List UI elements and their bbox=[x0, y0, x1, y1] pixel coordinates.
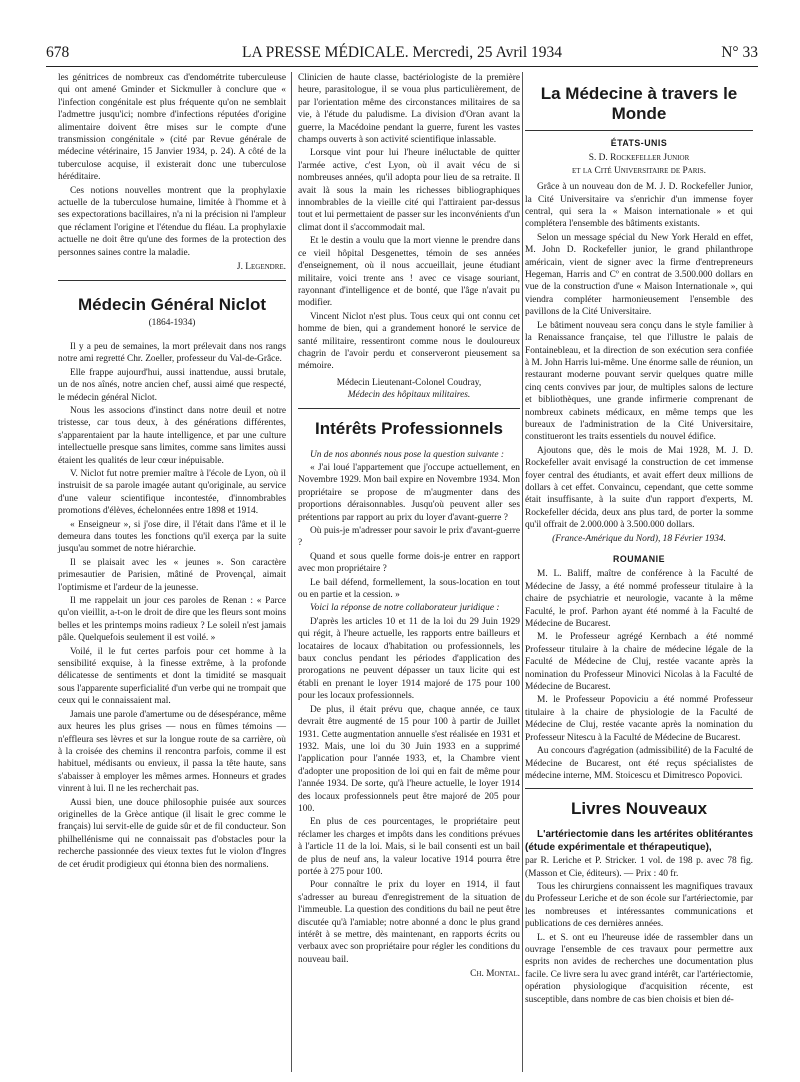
obituary-paragraph: Il y a peu de semaines, la mort prélevait dans nos rangs notre ami regretté Chr. Zoeller, professeur du Val-de-Grâce. bbox=[58, 341, 286, 365]
news-paragraph: Au concours d'agrégation (admissibilité) de la Faculté de Médecine de Bucarest, ont été reçus spécialistes de médecine interne, MM. Stoicescu et Dimitresco Popovici. bbox=[525, 746, 753, 781]
news-paragraph: Selon un message spécial du New York Herald en effet, M. John D. Rockefeller junior, le grand philanthrope américain, vient de signer avec la firme d'entrepreneurs Hegeman, Harris and Cº en contrat de 3.500.000 dollars en vue de la construction d'une « Maison Internationale », qui viendra compléter harmonieusement l'ensemble des pavillons de la Cité Universitaire. bbox=[525, 232, 753, 318]
answer-paragraph: Pour connaître le prix du loyer en 1914, il faut s'adresser au bureau d'enregistrement de la situation de l'immeuble. La question des conditions du bail ne peut être discutée qu'à l'amiable; notre abonné a donc le plus grand intérêt à se mettre, dès maintenant, en rapports écrits ou verbaux avec son propriétaire pour régler les conditions du nouveau bail. bbox=[298, 880, 520, 965]
section-rule bbox=[525, 788, 753, 789]
answer-paragraph: De plus, il était prévu que, chaque année, ce taux devrait être augmenté de 15 pour 100 à partir de Juillet 1931. Cette augmentation annuelle s'est réalisée en 1931 et 1932. Mais, une loi du 30 Juin 1933 en a supprimé l'application pour l'année 1933, et, la Chambre vient d'adopter une proposition de loi qui en fait de même pour l'année 1934. De sorte, qu'à l'heure actuelle, le loyer 1914 des locaux professionnels peut être majoré de 205 pour 100. bbox=[298, 704, 520, 814]
question-paragraph: Quand et sous quelle forme dois-je entrer en rapport avec mon propriétaire ? bbox=[298, 551, 520, 575]
news-paragraph: Ajoutons que, dès le mois de Mai 1928, M. J. D. Rockefeller avait envisagé la construction de cet immense foyer central des étudiants, et avait effert deux millions de dollars à cet effet. Convaincu, cependant, que cette somme était insuffisante, à la suite d'un rapport d'experts, M. Rockefeller décida, deux ans plus tard, de porter la somme qu'il offrait de 2.000.000 à 3.500.000 dollars. bbox=[525, 445, 753, 531]
issue-number: N° 33 bbox=[721, 44, 758, 61]
news-subtitle: et la Cité Universitaire de Paris. bbox=[571, 165, 706, 176]
section-title-interets: Intérêts Professionnels bbox=[314, 418, 503, 438]
obituary-paragraph: Il me rappelait un jour ces paroles de Renan : « Parce qu'on vieillit, a-t-on le droit de dire que les fleurs sont moins belles et les printemps moins radieux ? Le soleil n'est jamais pâle. Quelquefois seulement il est voilé. » bbox=[58, 596, 286, 644]
obituary-paragraph: V. Niclot fut notre premier maître à l'école de Lyon, où il instruisit de sa parole imagée autant qu'originale, au service d'une valeur scientifique incontestée, d'innombrables promotions d'élèves, échelonnées entre 1898 et 1914. bbox=[58, 468, 286, 517]
book-review-paragraph: L. et S. ont eu l'heureuse idée de rassembler dans un ouvrage l'ensemble de ces travaux pour permettre aux esprits non avides de recherches une documentation plus facile. Ce livre sera lu avec grand intérêt, car l'artériectomie, opération physiologique d'acquisition récente, est susceptible, dans nombre de cas bien choisis et bien dé- bbox=[525, 932, 753, 1005]
obituary-paragraph: Et le destin a voulu que la mort vienne le prendre dans ce vieil hôpital Desgenettes, témoin de ses années d'enseignement, où il nous accueillait, jeune étudiant militaire, voici trente ans ! avec ce visage souriant, rayonnant d'intelligence et de bonté, que l'âge n'avait pu modifier. bbox=[298, 236, 520, 309]
obituary-paragraph: Il se plaisait avec les « jeunes ». Son caractère primesautier de Parisien, mâtiné de Provençal, aimait l'optimisme et l'ardeur de la jeunesse. bbox=[58, 557, 286, 593]
news-subtitle: S. D. Rockefeller Junior bbox=[588, 153, 690, 164]
obituary-paragraph: Vincent Niclot n'est plus. Tous ceux qui ont connu cet homme de bien, qui a grandement honoré le service de santé militaire, ressentiront comme nous le douloureux chagrin de l'avoir perdu et conserveront pieusement sa mémoire. bbox=[298, 311, 520, 372]
obituary-paragraph: Nous les associons d'instinct dans notre deuil et notre tristesse, car tous deux, à des générations différentes, s'apparentaient par la haute intelligence, et par une culture intellectuelle presque sans limites, comme sans limites aussi étaient les qualités de leur cœur inépuisable. bbox=[58, 405, 286, 466]
answer-paragraph: En plus de ces pourcentages, le propriétaire peut réclamer les charges et impôts dans les conditions prévues à l'article 11 de la loi. Mais, si le bail consenti est un bail de plus de neuf ans, la valeur locative 1914 pourra être portée à 275 pour 100. bbox=[298, 817, 520, 877]
book-title: L'artériectomie dans les artérites oblitérantes (étude expérimentale et thérapeutique), bbox=[525, 829, 753, 853]
answer-paragraph: D'après les articles 10 et 11 de la loi du 29 Juin 1929 qui régit, à l'heure actuelle, les rapports entre bailleurs et locataires de locaux d'habitation ou professionnels, les baux conclus pendant les périodes d'application des prorogations ne peuvent dépasser un taux licite qui est établi en prenant le loyer 1914 majoré de 175 pour 100 pour les locaux professionnels. bbox=[298, 616, 520, 702]
column-left bbox=[58, 72, 286, 872]
country-heading-romania: ROUMANIE bbox=[613, 554, 665, 564]
obituary-paragraph: Aussi bien, une douce philosophie puisée aux sources originelles de la Grèce antique (il lisait le grec comme le français) lui servit-elle de guide sûr et de fil conducteur. Son philhellénisme qui ne connaissait pas d'obstacles pour la recherche passionnée des vieux textes fut le violon d'Ingres de cet érudit prodigieux qui étonna bien des normaliens. bbox=[58, 797, 286, 870]
section-title-monde: La Médecine à travers le Monde bbox=[540, 84, 738, 123]
news-paragraph: Grâce à un nouveau don de M. J. D. Rockefeller Junior, la Cité Universitaire va s'enrichir d'un immense foyer central, qui sera la « Maison internationale » et qui complétera l'ensemble des bâtiments existants. bbox=[525, 182, 753, 230]
news-paragraph: Le bâtiment nouveau sera conçu dans le style familier à la Renaissance française, tel que l'illustre le palais de Fontainebleau, et la direction de son exécution sera confiée à M. John Harris lui-même. Une énorme salle de réunion, un restaurant moderne pouvant servir quelques quatre mille cinq cents convives par jour, de multiples salons de lecture et bibliothèques, une grande infirmerie comprenant de nombreux cabinets médicaux, en même temps que les bureaux de l'administration de la Cité Universitaire, constitueront les traits essentiels du nouvel édifice. bbox=[525, 320, 753, 443]
obituary-dates: (1864-1934) bbox=[148, 317, 196, 328]
obituary-paragraph: Jamais une parole d'amertume ou de désespérance, même aux heures les plus grises — nous en fûmes témoins — n'effleura ses lèvres et sur la longue route de sa carrière, où à la croisée des chemins il rencontra parfois, comme il est habituel, médisants ou envieux, il passa la tête haute, sans s'abaisser à employer les mêmes armes. Honneurs et grades vinrent à lui. Il ne les recherchait pas. bbox=[58, 709, 286, 795]
news-paragraph: M. le Professeur Popoviciu a été nommé Professeur titulaire à la chaire de physiologie de la Faculté de Médecine de Cluj, restée vacante après la nomination du Professeur Nitescu à la Faculté de Médecine de Bucarest. bbox=[525, 695, 753, 743]
book-info: par R. Leriche et P. Stricker. 1 vol. de 198 p. avec 78 fig. (Masson et Cie, éditeurs). — Prix : 40 fr. bbox=[525, 856, 753, 879]
question-paragraph: Où puis-je m'adresser pour savoir le prix d'avant-guerre ? bbox=[298, 526, 520, 549]
article-continuation-paragraph: les génitrices de nombreux cas d'endométrite tuberculeuse qui ont amené Gminder et Sickmuller à conclure que « l'infection congénitale est plus fréquente qu'on ne semblait l'admettre jusqu'ici; nombre d'infections réputées d'origine alimentaire doivent être mises sur le compte d'une transmission congénitale » (cité par Revue générale de médecine vétérinaire, 15 Janvier 1934, p. 24). A côté de la tuberculose acquise, il existerait donc une tuberculose héréditaire. bbox=[58, 73, 286, 183]
obituary-signature: Médecin Lieutenant-Colonel Coudray, bbox=[336, 377, 482, 388]
obituary-paragraph: Lorsque vint pour lui l'heure inéluctable de quitter l'armée active, c'est Lyon, où il avait vécu de si nombreuses années, qu'il adopta pour lieu de sa retraite. Il avait là sous la main les richesses bibliographiques innombrables de la vieille cité qui l'attiraient par-dessus tout et lui permettaient de passer sur les inconvénients d'un climat dont il s'accommodait mal. bbox=[298, 148, 520, 233]
news-source: (France-Amérique du Nord), 18 Février 1934. bbox=[552, 533, 726, 544]
journal-title: LA PRESSE MÉDICALE. Mercredi, 25 Avril 1934 bbox=[241, 44, 563, 61]
obituary-title: Médecin Général Niclot bbox=[78, 294, 266, 314]
answer-intro: Voici la réponse de notre collaborateur juridique : bbox=[310, 603, 500, 614]
book-review-paragraph: Tous les chirurgiens connaissent les magnifiques travaux du Professeur Leriche et de son école sur l'artériectomie, par les nombreuses et intéressantes communications et publications de ces dernières années. bbox=[525, 881, 753, 930]
obituary-paragraph: Voilé, il le fut certes parfois pour cet homme à la sensibilité exquise, à la finesse extrême, à la profonde délicatesse de sentiments et dont la timidité se masquait sous l'apparente superficialité d'un verbe qui ne trompait que ceux qui le connaissaient mal. bbox=[58, 646, 286, 707]
page-header bbox=[46, 42, 758, 67]
section-title-livres: Livres Nouveaux bbox=[570, 799, 708, 819]
country-heading-usa: ÉTATS-UNIS bbox=[610, 138, 668, 148]
news-paragraph: M. L. Baliff, maître de conférence à la Faculté de Médecine de Jassy, a été nommé professeur titulaire à la chaire de psychiatrie et neurologie, vacante à la même Faculté, le prof. Parhon ayant été nommé à la Faculté de Médecine de Bucarest. bbox=[525, 569, 753, 630]
question-intro: Un de nos abonnés nous pose la question suivante : bbox=[310, 449, 504, 460]
question-paragraph: Le bail défend, formellement, la sous-location en tout ou en partie et la cession. » bbox=[298, 577, 520, 601]
news-paragraph: M. le Professeur agrégé Kernbach a été nommé Professeur titulaire à la chaire de médecine légale de la Faculté de Médecine de Cluj, restée vacante après la nomination du Professeur Minovici Nicolas à la Faculté de Médecine de Bucarest. bbox=[525, 632, 753, 693]
section-rule bbox=[298, 408, 520, 409]
answer-signature: Ch. Montal. bbox=[470, 969, 520, 980]
article-continuation-paragraph: Ces notions nouvelles montrent que la prophylaxie actuelle de la tuberculose humaine, limitée à l'homme et à ses expectorations bacillaires, n'a ni la précision ni l'ampleur que réclament l'origine et l'étendue du fléau. La prophylaxie actuelle ne doit être qu'une des formes de la protection des personnes saines contre la maladie. bbox=[58, 185, 286, 258]
obituary-paragraph: « Enseigneur », si j'ose dire, il l'était dans l'âme et il le demeura dans toutes les fonctions qu'il exerça par la suite jusqu'au sommet de notre hiérarchie. bbox=[58, 519, 286, 555]
column-divider bbox=[522, 72, 523, 1072]
article-signature: J. Legendre. bbox=[236, 262, 286, 273]
section-rule bbox=[525, 130, 753, 131]
column-right bbox=[525, 72, 753, 1007]
page-number: 678 bbox=[46, 44, 70, 61]
column-divider bbox=[291, 72, 292, 1072]
obituary-signature-title: Médecin des hôpitaux militaires. bbox=[347, 390, 471, 401]
section-rule bbox=[58, 280, 286, 281]
obituary-paragraph: Elle frappe aujourd'hui, aussi inattendue, aussi brutale, un de nos aînés, notre ancien chef, aussi aimé que respecté, le médecin général Niclot. bbox=[58, 367, 286, 403]
obituary-paragraph: Clinicien de haute classe, bactériologiste de la première heure, parasitologue, il se voua plus particulièrement, de par l'orientation même des circonstances militaires de sa vie, à l'étude du paludisme. La division d'Oran avant la guerre, la Macédoine pendant la guerre, furent les vastes champs ouverts à son activité scientifique inlassable. bbox=[298, 73, 520, 146]
question-paragraph: « J'ai loué l'appartement que j'occupe actuellement, en Novembre 1929. Mon bail expire en Novembre 1934. Mon propriétaire se propose de m'augmenter dans des proportions déraisonnables. Jusqu'où peuvent aller ses prétentions par rapport au prix du loyer d'avant-guerre ? bbox=[298, 462, 520, 523]
column-middle bbox=[298, 72, 520, 987]
